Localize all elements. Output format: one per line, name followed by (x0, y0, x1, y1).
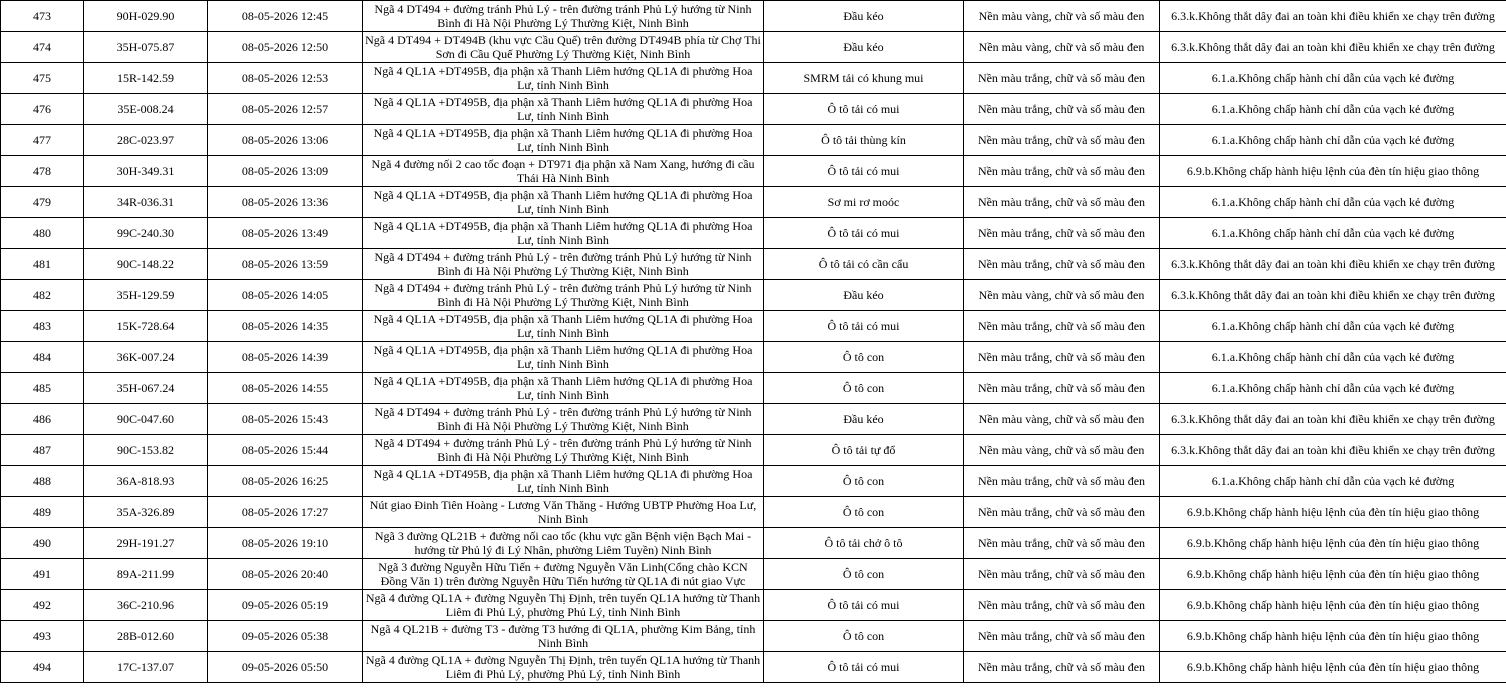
cell-stt: 480 (1, 218, 84, 249)
cell-time: 08-05-2026 14:55 (208, 373, 363, 404)
cell-vehicle: Đầu kéo (764, 280, 964, 311)
table-row (1, 187, 1506, 218)
cell-location: Ngã 4 DT494 + đường tránh Phủ Lý - trên đường tránh Phủ Lý hướng từ Ninh Bình đi Hà Nội Phường Lý Thường Kiệt, Ninh Bình (363, 404, 764, 435)
cell-stt: 493 (1, 621, 84, 652)
cell-time: 08-05-2026 17:27 (208, 497, 363, 528)
cell-vehicle: Ô tô con (764, 621, 964, 652)
table-row (1, 404, 1506, 435)
cell-plate-color: Nền màu trắng, chữ và số màu đen (964, 373, 1160, 404)
cell-plate-color: Nền màu trắng, chữ và số màu đen (964, 156, 1160, 187)
cell-time: 08-05-2026 12:45 (208, 1, 363, 32)
cell-plate-color: Nền màu trắng, chữ và số màu đen (964, 218, 1160, 249)
cell-vehicle: Ô tô tải có mui (764, 218, 964, 249)
cell-location: Ngã 4 QL1A +DT495B, địa phận xã Thanh Liêm hướng QL1A đi phường Hoa Lư, tỉnh Ninh Bình (363, 466, 764, 497)
cell-time: 08-05-2026 13:06 (208, 125, 363, 156)
cell-stt: 476 (1, 94, 84, 125)
cell-plate-color: Nền màu trắng, chữ và số màu đen (964, 559, 1160, 590)
cell-vehicle: Sơ mi rơ moóc (764, 187, 964, 218)
cell-plate-color: Nền màu trắng, chữ và số màu đen (964, 621, 1160, 652)
cell-stt: 481 (1, 249, 84, 280)
cell-vehicle: Ô tô tải tự đổ (764, 435, 964, 466)
cell-vehicle: Ô tô tải chở ô tô (764, 528, 964, 559)
cell-time: 08-05-2026 14:05 (208, 280, 363, 311)
cell-time: 08-05-2026 15:43 (208, 404, 363, 435)
table-row (1, 590, 1506, 621)
cell-plate: 90H-029.90 (84, 1, 208, 32)
cell-time: 08-05-2026 19:10 (208, 528, 363, 559)
cell-time: 09-05-2026 05:19 (208, 590, 363, 621)
cell-vehicle: Ô tô tải có mui (764, 156, 964, 187)
table-row (1, 156, 1506, 187)
cell-violation: 6.1.a.Không chấp hành chỉ dẫn của vạch kẻ đường (1160, 342, 1506, 373)
table-row (1, 249, 1506, 280)
cell-stt: 486 (1, 404, 84, 435)
cell-time: 08-05-2026 13:36 (208, 187, 363, 218)
cell-stt: 487 (1, 435, 84, 466)
cell-time: 09-05-2026 05:50 (208, 652, 363, 683)
table-row (1, 63, 1506, 94)
table-row (1, 559, 1506, 590)
table-row (1, 528, 1506, 559)
cell-location: Ngã 4 DT494 + DT494B (khu vực Cầu Quế) trên đường DT494B phía từ Chợ Thi Sơn đi Cầu Quế Phường Lý Thường Kiệt, Ninh Bình (363, 32, 764, 63)
table-row (1, 94, 1506, 125)
cell-time: 08-05-2026 13:09 (208, 156, 363, 187)
cell-vehicle: Ô tô con (764, 342, 964, 373)
cell-location: Ngã 4 QL1A +DT495B, địa phận xã Thanh Liêm hướng QL1A đi phường Hoa Lư, tỉnh Ninh Bình (363, 311, 764, 342)
table-row (1, 311, 1506, 342)
cell-plate: 90C-148.22 (84, 249, 208, 280)
cell-vehicle: Ô tô tải có mui (764, 311, 964, 342)
cell-plate: 35H-067.24 (84, 373, 208, 404)
cell-vehicle: Ô tô con (764, 466, 964, 497)
cell-time: 08-05-2026 12:50 (208, 32, 363, 63)
cell-stt: 483 (1, 311, 84, 342)
cell-plate-color: Nền màu trắng, chữ và số màu đen (964, 249, 1160, 280)
cell-plate-color: Nền màu vàng, chữ và số màu đen (964, 280, 1160, 311)
cell-vehicle: Ô tô con (764, 559, 964, 590)
cell-time: 08-05-2026 14:35 (208, 311, 363, 342)
table-row (1, 373, 1506, 404)
cell-location: Ngã 3 đường QL21B + đường nối cao tốc (khu vực gần Bệnh viện Bạch Mai - hướng từ Phủ lý đi Lý Nhân, phường Liêm Tuyền) Ninh Bình (363, 528, 764, 559)
cell-vehicle: Ô tô con (764, 373, 964, 404)
cell-violation: 6.1.a.Không chấp hành chỉ dẫn của vạch kẻ đường (1160, 311, 1506, 342)
cell-stt: 489 (1, 497, 84, 528)
cell-location: Nút giao Đinh Tiên Hoàng - Lương Văn Thăng - Hướng UBTP Phường Hoa Lư, Ninh Bình (363, 497, 764, 528)
cell-violation: 6.9.b.Không chấp hành hiệu lệnh của đèn tín hiệu giao thông (1160, 528, 1506, 559)
cell-location: Ngã 4 đường QL1A + đường Nguyễn Thị Định, trên tuyến QL1A hướng từ Thanh Liêm đi Phủ Lý, phường Phủ Lý, tỉnh Ninh Bình (363, 652, 764, 683)
cell-location: Ngã 4 đường nối 2 cao tốc đoạn + DT971 địa phận xã Nam Xang, hướng đi cầu Thái Hà Ninh Bình (363, 156, 764, 187)
cell-plate: 36K-007.24 (84, 342, 208, 373)
cell-violation: 6.3.k.Không thắt dây đai an toàn khi điều khiển xe chạy trên đường (1160, 1, 1506, 32)
cell-plate: 89A-211.99 (84, 559, 208, 590)
cell-stt: 482 (1, 280, 84, 311)
table-row (1, 435, 1506, 466)
cell-plate-color: Nền màu vàng, chữ và số màu đen (964, 32, 1160, 63)
cell-stt: 479 (1, 187, 84, 218)
cell-plate: 90C-047.60 (84, 404, 208, 435)
cell-location: Ngã 4 QL1A +DT495B, địa phận xã Thanh Liêm hướng QL1A đi phường Hoa Lư, tỉnh Ninh Bình (363, 373, 764, 404)
cell-plate: 28B-012.60 (84, 621, 208, 652)
cell-violation: 6.9.b.Không chấp hành hiệu lệnh của đèn tín hiệu giao thông (1160, 497, 1506, 528)
cell-stt: 475 (1, 63, 84, 94)
cell-violation: 6.1.a.Không chấp hành chỉ dẫn của vạch kẻ đường (1160, 187, 1506, 218)
cell-location: Ngã 4 đường QL1A + đường Nguyễn Thị Định, trên tuyến QL1A hướng từ Thanh Liêm đi Phủ Lý, phường Phủ Lý, tỉnh Ninh Bình (363, 590, 764, 621)
cell-location: Ngã 4 DT494 + đường tránh Phủ Lý - trên đường tránh Phủ Lý hướng từ Ninh Bình đi Hà Nội Phường Lý Thường Kiệt, Ninh Bình (363, 249, 764, 280)
cell-location: Ngã 4 QL1A +DT495B, địa phận xã Thanh Liêm hướng QL1A đi phường Hoa Lư, tỉnh Ninh Bình (363, 342, 764, 373)
cell-violation: 6.9.b.Không chấp hành hiệu lệnh của đèn tín hiệu giao thông (1160, 156, 1506, 187)
cell-plate: 17C-137.07 (84, 652, 208, 683)
cell-location: Ngã 4 DT494 + đường tránh Phủ Lý - trên đường tránh Phủ Lý hướng từ Ninh Bình đi Hà Nội Phường Lý Thường Kiệt, Ninh Bình (363, 1, 764, 32)
cell-stt: 484 (1, 342, 84, 373)
cell-location: Ngã 4 QL1A +DT495B, địa phận xã Thanh Liêm hướng QL1A đi phường Hoa Lư, tỉnh Ninh Bình (363, 125, 764, 156)
cell-plate: 15K-728.64 (84, 311, 208, 342)
cell-location: Ngã 4 QL1A +DT495B, địa phận xã Thanh Liêm hướng QL1A đi phường Hoa Lư, tỉnh Ninh Bình (363, 187, 764, 218)
cell-vehicle: Đầu kéo (764, 1, 964, 32)
cell-plate: 35H-075.87 (84, 32, 208, 63)
cell-plate: 99C-240.30 (84, 218, 208, 249)
cell-plate-color: Nền màu vàng, chữ và số màu đen (964, 1, 1160, 32)
cell-violation: 6.3.k.Không thắt dây đai an toàn khi điều khiển xe chạy trên đường (1160, 404, 1506, 435)
cell-location: Ngã 3 đường Nguyễn Hữu Tiến + đường Nguyễn Văn Linh(Cổng chào KCN Đồng Văn 1) trên đường Nguyễn Hữu Tiến hướng từ QL1A đi nút giao Vực (363, 559, 764, 590)
cell-plate-color: Nền màu trắng, chữ và số màu đen (964, 652, 1160, 683)
cell-plate: 34R-036.31 (84, 187, 208, 218)
cell-time: 08-05-2026 20:40 (208, 559, 363, 590)
cell-time: 09-05-2026 05:38 (208, 621, 363, 652)
cell-vehicle: Ô tô tải thùng kín (764, 125, 964, 156)
table-row (1, 1, 1506, 32)
cell-location: Ngã 4 QL1A +DT495B, địa phận xã Thanh Liêm hướng QL1A đi phường Hoa Lư, tỉnh Ninh Bình (363, 63, 764, 94)
table-row (1, 621, 1506, 652)
cell-vehicle: Đầu kéo (764, 32, 964, 63)
table-row (1, 342, 1506, 373)
cell-stt: 485 (1, 373, 84, 404)
cell-time: 08-05-2026 15:44 (208, 435, 363, 466)
table-row (1, 497, 1506, 528)
cell-time: 08-05-2026 12:57 (208, 94, 363, 125)
cell-violation: 6.3.k.Không thắt dây đai an toàn khi điều khiển xe chạy trên đường (1160, 280, 1506, 311)
cell-plate: 35A-326.89 (84, 497, 208, 528)
cell-plate: 36A-818.93 (84, 466, 208, 497)
cell-plate: 15R-142.59 (84, 63, 208, 94)
cell-violation: 6.1.a.Không chấp hành chỉ dẫn của vạch kẻ đường (1160, 63, 1506, 94)
cell-stt: 477 (1, 125, 84, 156)
cell-violation: 6.1.a.Không chấp hành chỉ dẫn của vạch kẻ đường (1160, 466, 1506, 497)
cell-vehicle: Ô tô tải có mui (764, 94, 964, 125)
cell-plate-color: Nền màu trắng, chữ và số màu đen (964, 187, 1160, 218)
cell-violation: 6.3.k.Không thắt dây đai an toàn khi điều khiển xe chạy trên đường (1160, 32, 1506, 63)
cell-vehicle: Ô tô con (764, 497, 964, 528)
cell-vehicle: SMRM tải có khung mui (764, 63, 964, 94)
cell-stt: 491 (1, 559, 84, 590)
cell-stt: 488 (1, 466, 84, 497)
cell-violation: 6.1.a.Không chấp hành chỉ dẫn của vạch kẻ đường (1160, 218, 1506, 249)
cell-plate-color: Nền màu trắng, chữ và số màu đen (964, 528, 1160, 559)
table-row (1, 466, 1506, 497)
cell-vehicle: Ô tô tải có mui (764, 590, 964, 621)
table-row (1, 125, 1506, 156)
cell-location: Ngã 4 QL1A +DT495B, địa phận xã Thanh Liêm hướng QL1A đi phường Hoa Lư, tỉnh Ninh Bình (363, 94, 764, 125)
cell-stt: 473 (1, 1, 84, 32)
cell-plate-color: Nền màu vàng, chữ và số màu đen (964, 404, 1160, 435)
cell-violation: 6.9.b.Không chấp hành hiệu lệnh của đèn tín hiệu giao thông (1160, 559, 1506, 590)
cell-vehicle: Đầu kéo (764, 404, 964, 435)
cell-plate: 36C-210.96 (84, 590, 208, 621)
cell-violation: 6.3.k.Không thắt dây đai an toàn khi điều khiển xe chạy trên đường (1160, 435, 1506, 466)
cell-violation: 6.1.a.Không chấp hành chỉ dẫn của vạch kẻ đường (1160, 94, 1506, 125)
cell-time: 08-05-2026 13:59 (208, 249, 363, 280)
cell-plate-color: Nền màu trắng, chữ và số màu đen (964, 466, 1160, 497)
cell-location: Ngã 4 QL21B + đường T3 - đường T3 hướng đi QL1A, phường Kim Bảng, tỉnh Ninh Bình (363, 621, 764, 652)
table-row (1, 218, 1506, 249)
cell-vehicle: Ô tô tải có cần cẩu (764, 249, 964, 280)
cell-plate: 29H-191.27 (84, 528, 208, 559)
cell-location: Ngã 4 QL1A +DT495B, địa phận xã Thanh Liêm hướng QL1A đi phường Hoa Lư, tỉnh Ninh Bình (363, 218, 764, 249)
cell-time: 08-05-2026 13:49 (208, 218, 363, 249)
cell-plate: 35H-129.59 (84, 280, 208, 311)
cell-stt: 474 (1, 32, 84, 63)
cell-time: 08-05-2026 12:53 (208, 63, 363, 94)
cell-time: 08-05-2026 14:39 (208, 342, 363, 373)
cell-violation: 6.9.b.Không chấp hành hiệu lệnh của đèn tín hiệu giao thông (1160, 652, 1506, 683)
cell-stt: 494 (1, 652, 84, 683)
table-row (1, 652, 1506, 683)
cell-plate: 35E-008.24 (84, 94, 208, 125)
cell-plate: 28C-023.97 (84, 125, 208, 156)
cell-plate: 90C-153.82 (84, 435, 208, 466)
table-row (1, 280, 1506, 311)
cell-plate-color: Nền màu trắng, chữ và số màu đen (964, 63, 1160, 94)
cell-plate-color: Nền màu trắng, chữ và số màu đen (964, 125, 1160, 156)
cell-violation: 6.3.k.Không thắt dây đai an toàn khi điều khiển xe chạy trên đường (1160, 249, 1506, 280)
cell-plate: 30H-349.31 (84, 156, 208, 187)
cell-plate-color: Nền màu vàng, chữ và số màu đen (964, 435, 1160, 466)
table-row (1, 32, 1506, 63)
cell-stt: 478 (1, 156, 84, 187)
cell-violation: 6.1.a.Không chấp hành chỉ dẫn của vạch kẻ đường (1160, 373, 1506, 404)
cell-violation: 6.9.b.Không chấp hành hiệu lệnh của đèn tín hiệu giao thông (1160, 621, 1506, 652)
cell-stt: 492 (1, 590, 84, 621)
cell-location: Ngã 4 DT494 + đường tránh Phủ Lý - trên đường tránh Phủ Lý hướng từ Ninh Bình đi Hà Nội Phường Lý Thường Kiệt, Ninh Bình (363, 435, 764, 466)
cell-plate-color: Nền màu trắng, chữ và số màu đen (964, 590, 1160, 621)
cell-violation: 6.1.a.Không chấp hành chỉ dẫn của vạch kẻ đường (1160, 125, 1506, 156)
cell-location: Ngã 4 DT494 + đường tránh Phủ Lý - trên đường tránh Phủ Lý hướng từ Ninh Bình đi Hà Nội Phường Lý Thường Kiệt, Ninh Bình (363, 280, 764, 311)
cell-plate-color: Nền màu trắng, chữ và số màu đen (964, 342, 1160, 373)
cell-stt: 490 (1, 528, 84, 559)
cell-vehicle: Ô tô tải có mui (764, 652, 964, 683)
cell-plate-color: Nền màu trắng, chữ và số màu đen (964, 311, 1160, 342)
cell-plate-color: Nền màu trắng, chữ và số màu đen (964, 94, 1160, 125)
table-body (1, 0, 1506, 683)
cell-time: 08-05-2026 16:25 (208, 466, 363, 497)
cell-plate-color: Nền màu trắng, chữ và số màu đen (964, 497, 1160, 528)
cell-violation: 6.9.b.Không chấp hành hiệu lệnh của đèn tín hiệu giao thông (1160, 590, 1506, 621)
